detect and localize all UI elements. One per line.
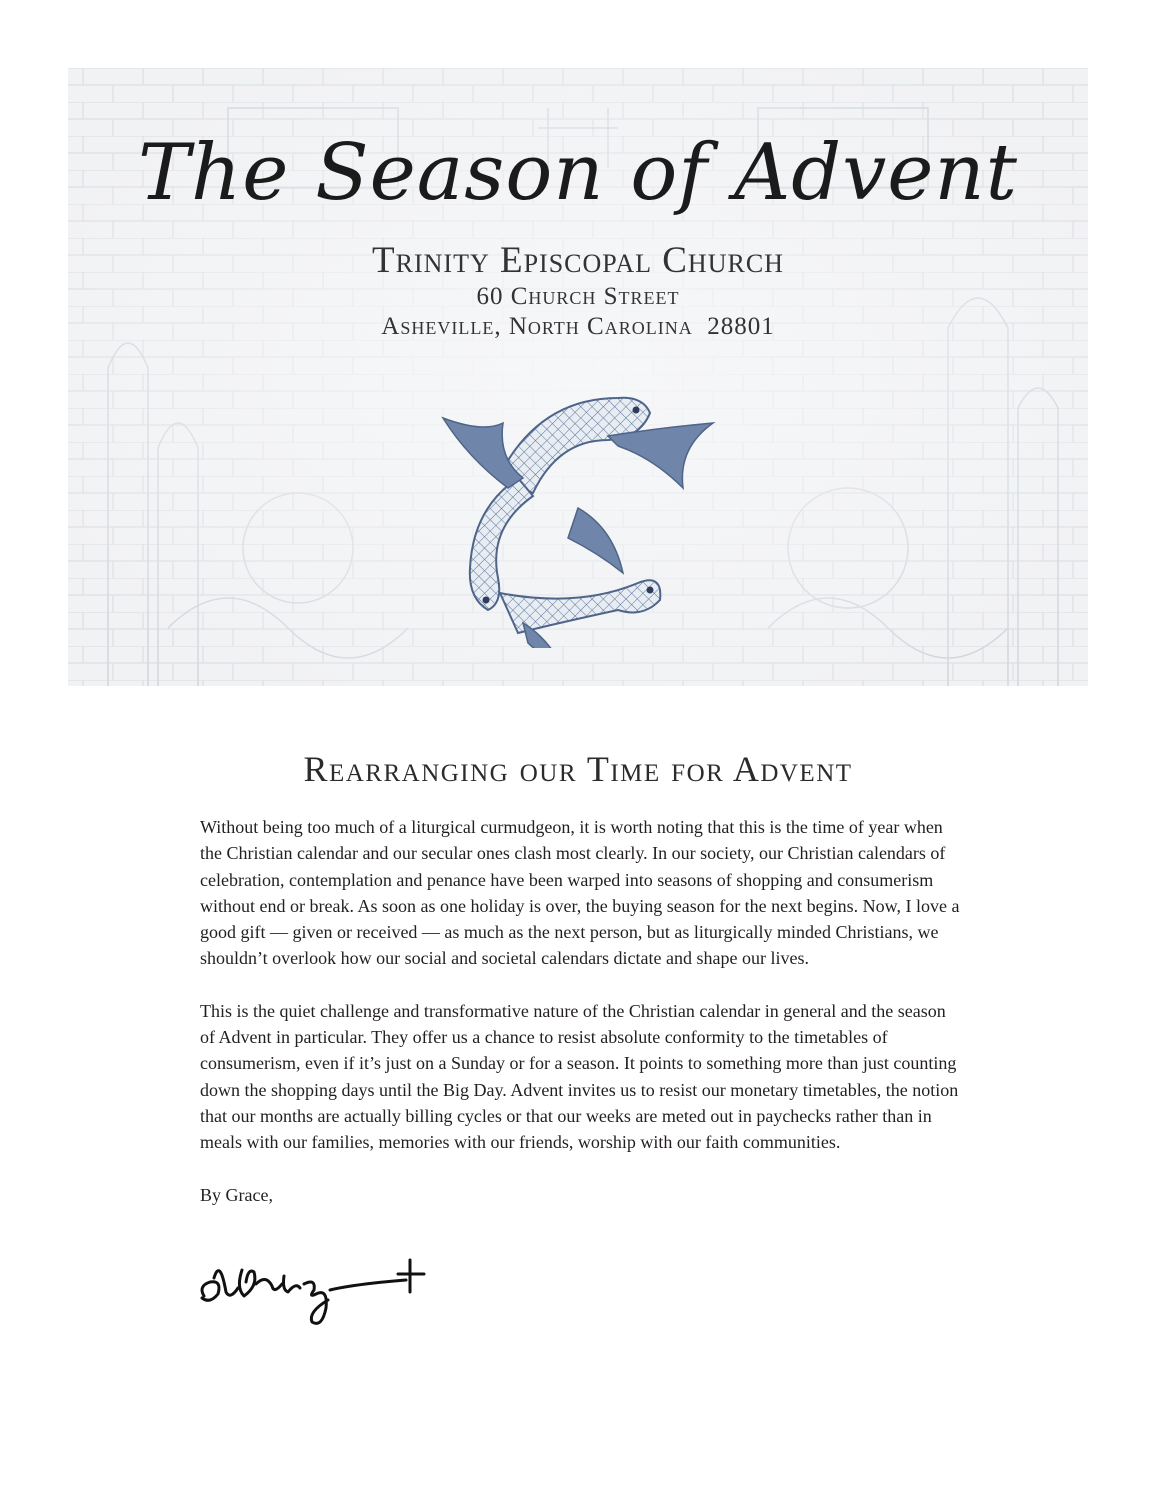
address-street: 60 Church Street: [476, 283, 680, 310]
banner-title: The Season of Advent: [137, 128, 1019, 218]
address-city: Asheville, North Carolina 28801: [381, 313, 775, 340]
article-body: [200, 814, 960, 1234]
paragraph-2: This is the quiet challenge and transformative nature of the Christian calendar in general and the season of Advent in particular. They offer us a chance to resist absolute conformity to the timetables of consumerism, even if it’s just on a Sunday or for a season. It points to something more than just counting down the shopping days until the Big Day. Advent invites us to resist our monetary timetables, the notion that our months are actually billing cycles or that our weeks are meted out in paychecks rather than in meals with our families, memories with our friends, worship with our faith communities.: [200, 1000, 959, 1153]
three-fish-logo: [428, 378, 728, 648]
church-name: Trinity Episcopal Church: [372, 240, 784, 281]
header-banner: [68, 68, 1088, 686]
paragraph-1: Without being too much of a liturgical curmudgeon, it is worth noting that this is the time of year when the Christian calendar and our secular ones clash most clearly. In our society, our Christian calendars of celebration, contemplation and penance have been warped into seasons of shopping and consumerism without end or break. As soon as one holiday is over, the buying season for the next begins. Now, I love a good gift — given or received — as much as the next person, but as liturgically minded Christians, we shouldn’t overlook how our social and societal calendars dictate and shape our lives.: [200, 817, 960, 969]
signature: [196, 1248, 446, 1338]
article-heading: Rearranging our Time for Advent: [303, 749, 853, 789]
church-address: [68, 282, 1088, 342]
closing-salutation: By Grace,: [200, 1184, 273, 1205]
